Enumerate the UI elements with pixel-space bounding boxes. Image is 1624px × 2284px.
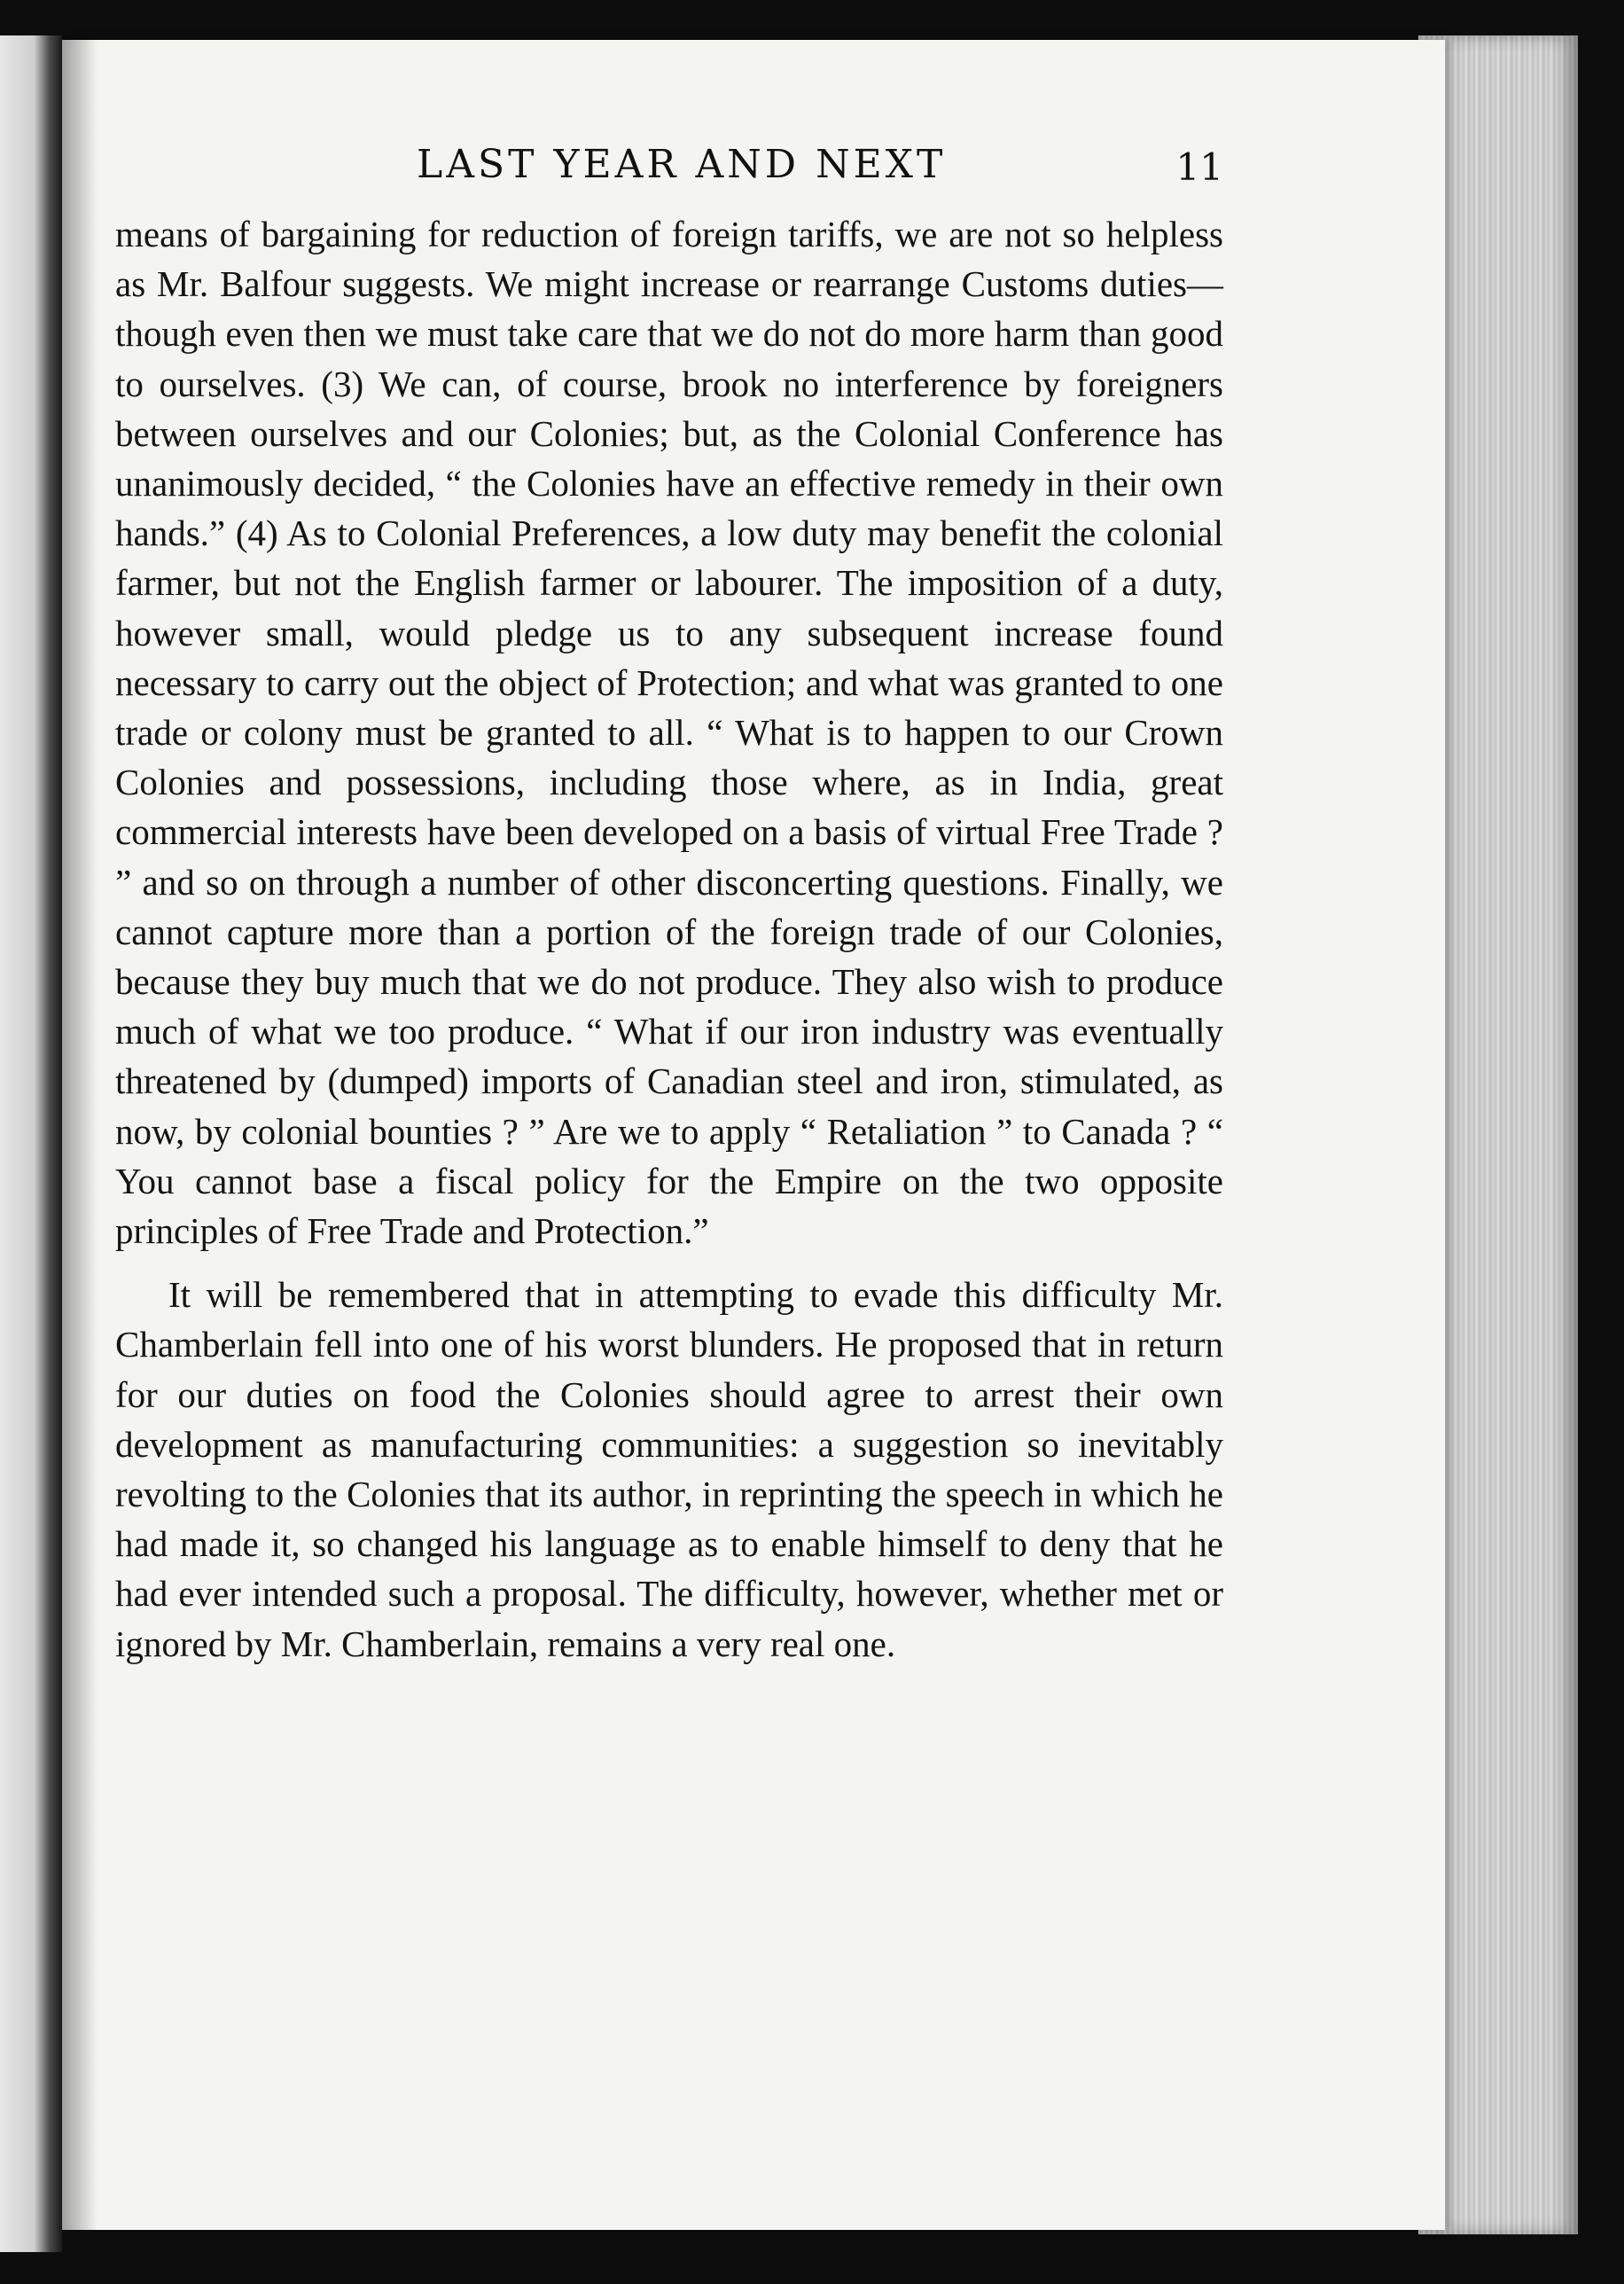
running-title: LAST YEAR AND NEXT <box>417 142 947 187</box>
body-text <box>115 209 1223 1669</box>
left-page-edge <box>0 35 62 2252</box>
page-number: 11 <box>1175 145 1223 189</box>
binding-gutter-shadow <box>62 40 98 2230</box>
paragraph-chamberlain: It will be remembered that in attempting to evade this difficulty Mr. Chamberlain fell into one of his worst blunders. He proposed that in return for our duties on food the Colonies should agree to arrest their own development as manufacturing communities: a suggestion so inevitably revolting to the Colonies that its author, in reprinting the speech in which he had made it, so changed his language as to enable himself to deny that he had ever intended such a proposal. The difficulty, however, whether met or ignored by Mr. Chamberlain, remains a very real one. <box>115 1274 1223 1664</box>
running-head <box>115 142 1223 213</box>
paragraph-continued: means of bargaining for reduction of foreign tariffs, we are not so helpless as Mr. Balfour suggests. We might increase or rearrange Customs duties—though even then we must take care that we do not do more harm than good to ourselves. (3) We can, of course, brook no interference by foreigners between ourselves and our Colonies; but, as the Colonial Conference has unanimously decided, “ the Colonies have an effective remedy in their own hands.” (4) As to Colonial Preferences, a low duty may benefit the colonial farmer, but not the English farmer or labourer. The imposition of a duty, however small, would pledge us to any subsequent increase found necessary to carry out the object of Protection; and what was granted to one trade or colony must be granted to all. “ What is to happen to our Crown Colonies and possessions, including those where, as in India, great commercial interests have been developed on a basis of virtual Free Trade ? ” and so on through a number of other disconcerting questions. Finally, we cannot capture more than a portion of the foreign trade of our Colonies, because they buy much that we do not produce. They also wish to produce much of what we too produce. “ What if our iron industry was eventually threatened by (dumped) imports of Canadian steel and iron, stimulated, as now, by colonial bounties ? ” Are we to apply “ Retaliation ” to Canada ? “ You cannot base a fiscal policy for the Empire on the two opposite principles of Free Trade and Protection.” <box>115 214 1223 1252</box>
